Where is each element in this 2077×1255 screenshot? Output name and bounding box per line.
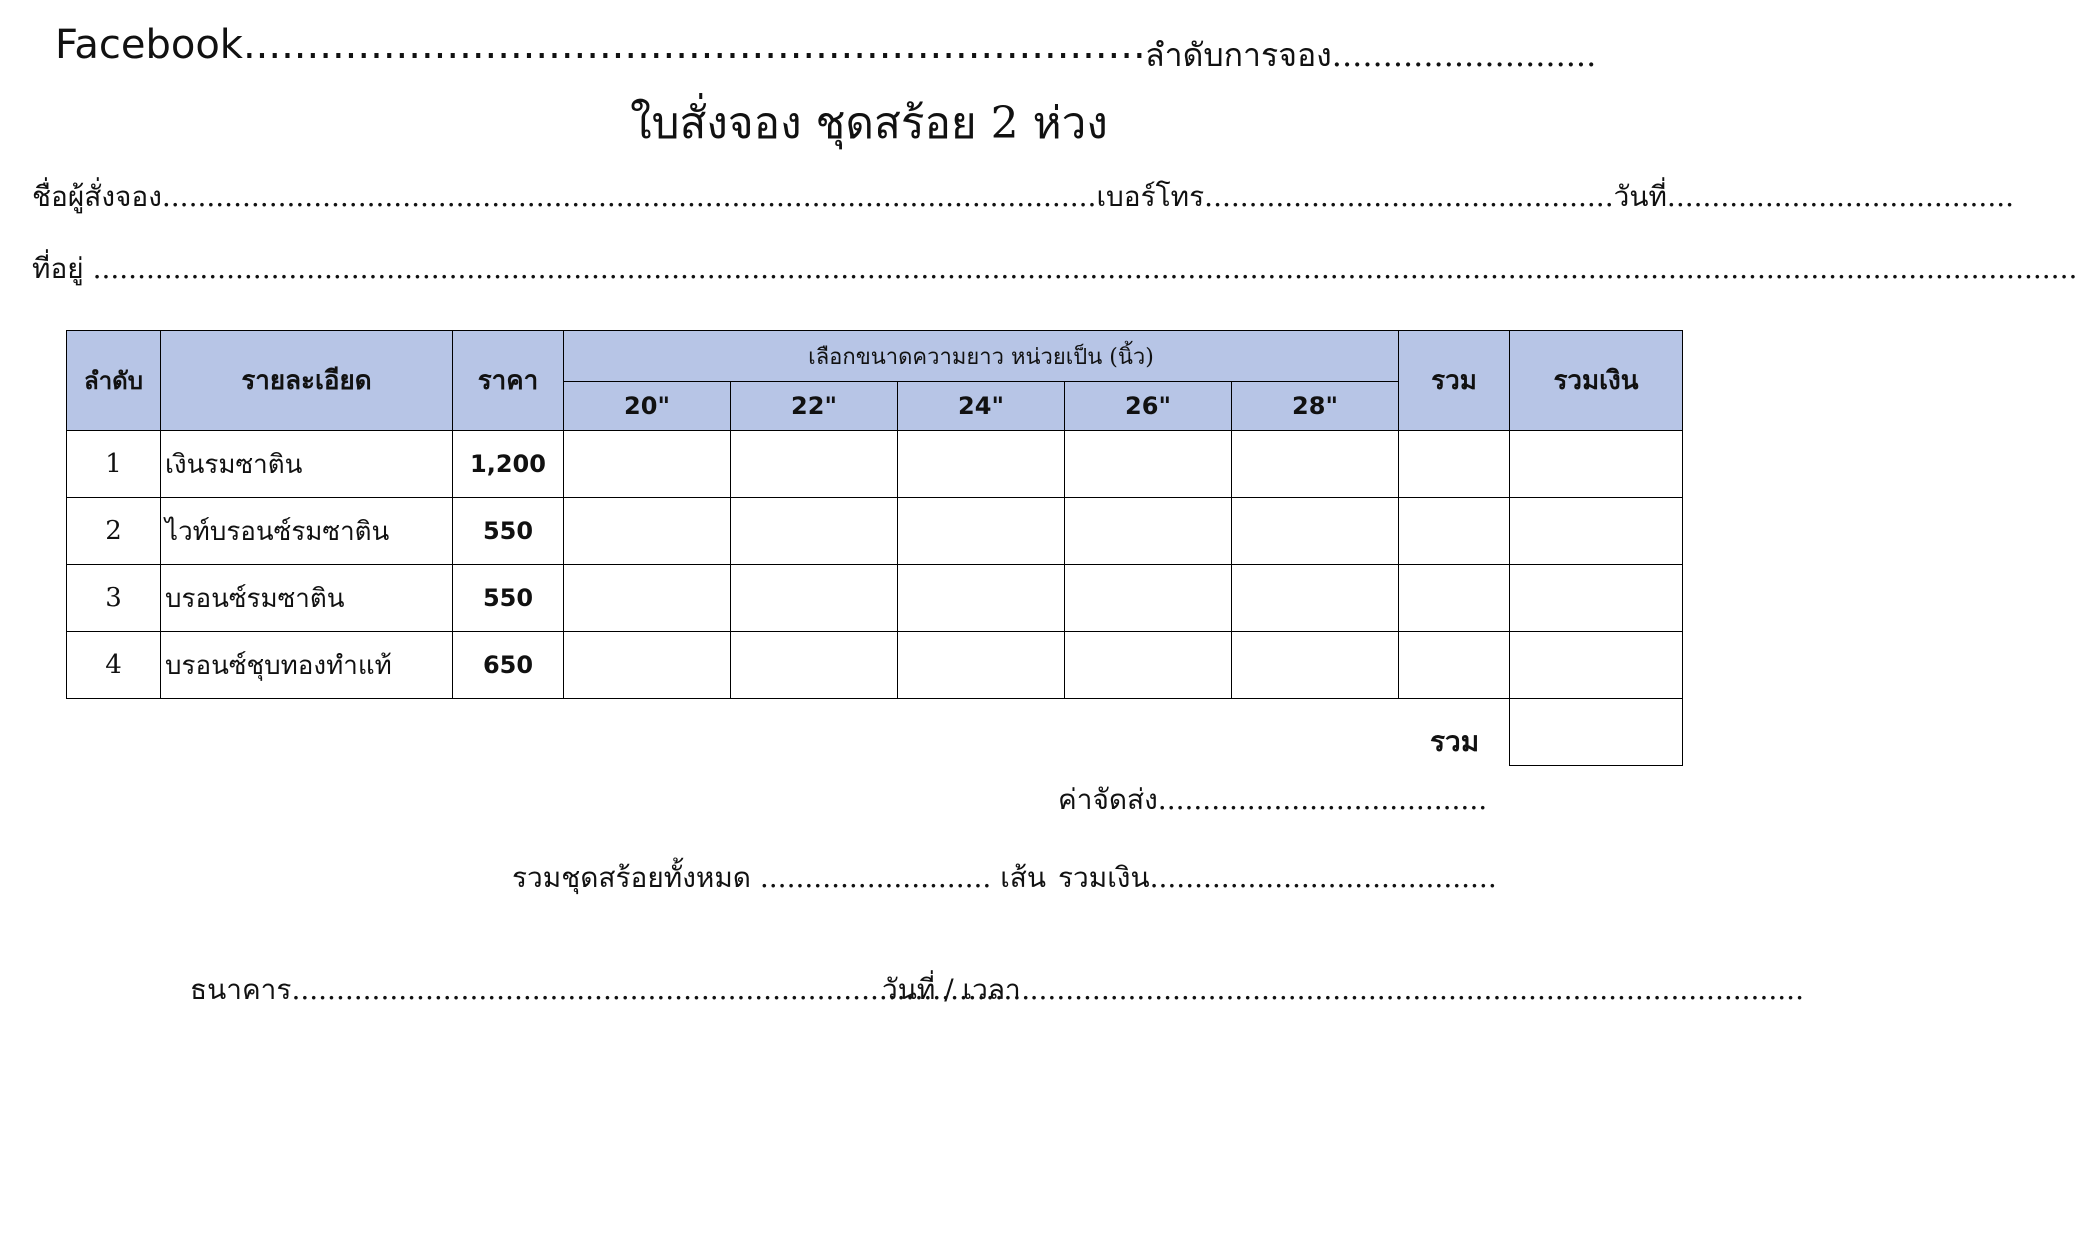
- qty-cell-28[interactable]: [1232, 498, 1399, 565]
- header-no: ลำดับ: [67, 331, 161, 431]
- qty-cell-24[interactable]: [898, 498, 1065, 565]
- total-money-field[interactable]: รวมเงิน.......................................: [1058, 861, 1497, 894]
- qty-cell-22[interactable]: [731, 632, 898, 699]
- header-size-24: 24": [898, 382, 1065, 431]
- table-row: [67, 632, 1683, 699]
- header-size-22: 22": [731, 382, 898, 431]
- order-number-field[interactable]: ลำดับการจอง..........................: [1145, 36, 1597, 74]
- row-detail: บรอนซ์ชุบทองทำแท้: [161, 632, 453, 699]
- row-no: 3: [67, 565, 161, 632]
- row-price: 550: [453, 565, 564, 632]
- header-total: รวม: [1399, 331, 1510, 431]
- header-total-money: รวมเงิน: [1510, 331, 1683, 431]
- address-field[interactable]: ที่อยู่ ...............................................................................................................................................................................................................................: [32, 252, 2077, 285]
- row-detail: บรอนซ์รมซาติน: [161, 565, 453, 632]
- sum-label: รวม: [1430, 725, 1480, 758]
- qty-cell-22[interactable]: [731, 498, 898, 565]
- date-field[interactable]: วันที่.......................................: [1613, 180, 2015, 213]
- customer-info-row: [32, 175, 2014, 219]
- grand-total-cell[interactable]: [1510, 699, 1683, 766]
- qty-cell-24[interactable]: [898, 632, 1065, 699]
- facebook-field[interactable]: Facebook.......................................................................: [55, 22, 1146, 68]
- qty-cell-20[interactable]: [564, 632, 731, 699]
- order-table: [66, 330, 1683, 766]
- header-price: ราคา: [453, 331, 564, 431]
- row-total-cell[interactable]: [1399, 565, 1510, 632]
- qty-cell-20[interactable]: [564, 565, 731, 632]
- row-total-cell[interactable]: [1399, 632, 1510, 699]
- bank-field[interactable]: ธนาคาร...................................................................................: [190, 973, 1031, 1006]
- qty-cell-26[interactable]: [1065, 498, 1232, 565]
- customer-name-field[interactable]: ชื่อผู้สั่งจอง.........................................................................................................: [32, 180, 1097, 213]
- qty-cell-22[interactable]: [731, 565, 898, 632]
- phone-field[interactable]: เบอร์โทร..............................................: [1096, 180, 1614, 213]
- qty-cell-26[interactable]: [1065, 632, 1232, 699]
- row-total-cell[interactable]: [1399, 431, 1510, 498]
- header-size-26: 26": [1065, 382, 1232, 431]
- page-title: ใบสั่งจอง ชุดสร้อย 2 ห่วง: [630, 98, 1108, 149]
- row-total-cell[interactable]: [1399, 498, 1510, 565]
- header-length-group: เลือกขนาดความยาว หน่วยเป็น (นิ้ว): [564, 331, 1399, 382]
- header-detail: รายละเอียด: [161, 331, 453, 431]
- header-size-28: 28": [1232, 382, 1399, 431]
- row-no: 1: [67, 431, 161, 498]
- row-price: 550: [453, 498, 564, 565]
- row-money-cell[interactable]: [1510, 632, 1683, 699]
- row-money-cell[interactable]: [1510, 498, 1683, 565]
- row-detail: ไวท์บรอนซ์รมซาติน: [161, 498, 453, 565]
- table-row: [67, 431, 1683, 498]
- table-row: [67, 498, 1683, 565]
- qty-cell-26[interactable]: [1065, 431, 1232, 498]
- qty-cell-20[interactable]: [564, 431, 731, 498]
- qty-cell-22[interactable]: [731, 431, 898, 498]
- total-sets-field[interactable]: รวมชุดสร้อยทั้งหมด .......................... เส้น: [512, 861, 1046, 894]
- row-no: 4: [67, 632, 161, 699]
- header-size-20: 20": [564, 382, 731, 431]
- row-detail: เงินรมซาติน: [161, 431, 453, 498]
- table-row: [67, 565, 1683, 632]
- qty-cell-24[interactable]: [898, 431, 1065, 498]
- row-price: 1,200: [453, 431, 564, 498]
- qty-cell-28[interactable]: [1232, 565, 1399, 632]
- row-money-cell[interactable]: [1510, 565, 1683, 632]
- row-no: 2: [67, 498, 161, 565]
- qty-cell-28[interactable]: [1232, 632, 1399, 699]
- qty-cell-24[interactable]: [898, 565, 1065, 632]
- qty-cell-28[interactable]: [1232, 431, 1399, 498]
- row-money-cell[interactable]: [1510, 431, 1683, 498]
- transfer-datetime-field[interactable]: วันที่ / เวลา .......................................................................................: [882, 973, 1804, 1006]
- shipping-field[interactable]: ค่าจัดส่ง.....................................: [1058, 783, 1488, 816]
- row-price: 650: [453, 632, 564, 699]
- qty-cell-20[interactable]: [564, 498, 731, 565]
- qty-cell-26[interactable]: [1065, 565, 1232, 632]
